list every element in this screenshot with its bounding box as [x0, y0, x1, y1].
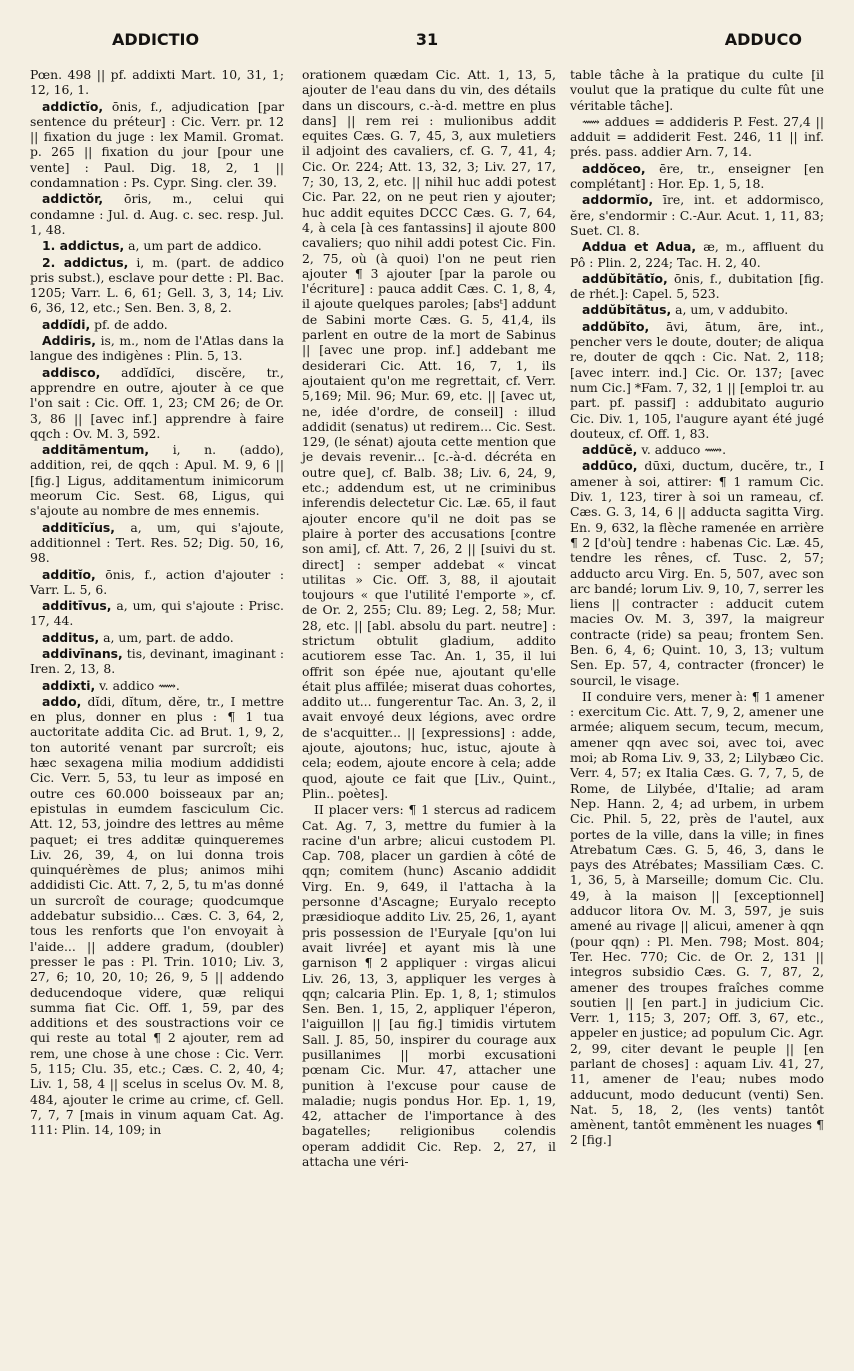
entry-text: v. adduco ⟿. [637, 442, 727, 458]
column-3 [570, 67, 824, 1149]
entry-text: II conduire vers, mener à: ¶ 1 amener : exercitum Cic. Att. 7, 9, 2, amener une armée; aliquem secum, tecum, mecum, amener qqn avec soi, avec toi, avec moi; ab Roma Liv. 9, 33, 2; Lilybæo Cic. Verr. 4, 57; ex Italia Cæs. G. 7, 7, 5, de Rome, de Lilybée, d'Italie; ad aram Nep. Hann. 2, 4; ad urbem, in urbem Cic. Phil. 5, 22, près de l'autel, aux portes de la ville, dans la ville; in fines Atrebatum Cæs. G. 5, 46, 3, dans le pays des Atrébates; Massiliam Cæs. C. 1, 36, 5, à Marseille; domum Cic. Clu. 49, à la maison || [exceptionnel] adducor litora Ov. M. 3, 597, je suis amené au rivage || alicui, amener à qqn (pour qqn) : Pl. Men. 798; Most. 804; Ter. Hec. 770; Cic. de Or. 2, 131 || integros subsidio Cæs. G. 7, 87, 2, amener des troupes fraîches comme soutien || [en part.] in judicium Cic. Verr. 1, 115; 3, 207; Off. 3, 67, etc., appeler en justice; ad populum Cic. Agr. 2, 99, citer devant le peuple || [en parlant de choses] : aquam Liv. 41, 27, 11, amener de l'eau; nubes modo adducunt, modo deducunt (venti) Sen. Nat. 5, 18, 2, (les vents) tantôt amènent, tantôt emmènent les nuages ¶ 2 [fig.] [570, 688, 824, 1148]
entry-text: II placer vers: ¶ 1 stercus ad radicem Cat. Ag. 7, 3, mettre du fumier à la racine d'un arbre; alicui custodem Pl. Cap. 708, placer un gardien à côté de qqn; comitem (hunc) Ascanio addidit Virg. En. 9, 649, il l'attacha à la personne d'Ascagne; Euryalo recepto præsidioque addito Liv. 25, 26, 1, ayant pris possession de l'Euryale [qu'on lui avait livrée] et ayant mis là une garnison ¶ 2 appliquer : virgas alicui Liv. 26, 13, 3, appliquer les verges à qqn; calcaria Plin. Ep. 1, 8, 1; stimulos Sen. Ben. 1, 15, 2, appliquer l'éperon, l'aiguillon || [au fig.] timidis virtutem Sall. J. 85, 50, inspirer du courage aux pusillanimes || morbi excusationi pœnam Cic. Mur. 47, attacher une punition à l'excuse pour cause de maladie; nugis pondus Hor. Ep. 1, 19, 42, attacher de l'importance à des bagatelles; religionibus colendis operam addidit Cic. Rep. 2, 27, il attacha une véri- [302, 802, 556, 1170]
entry-text: āvi, ātum, āre, int., pencher vers le doute, douter; de aliqua re, douter de qqch : Cic. Nat. 2, 118; [avec interr. ind.] Cic. Or. 137; [avec num Cic.] *Fam. 7, 32, 1 || [emploi tr. au part. pf. passif] : addubitato augurio Cic. Div. 1, 105, l'augure ayant été jugé douteux, cf. Off. 1, 83. [570, 318, 824, 441]
entry-text: ōris, m., celui qui condamne : Jul. d. Aug. c. sec. resp. Jul. 1, 48. [30, 191, 284, 237]
entry-text: a, um, part. de addo. [99, 629, 234, 645]
entry-headword: addisco, [42, 364, 101, 380]
entry-headword: additāmentum, [42, 442, 150, 458]
dictionary-entry [30, 317, 284, 332]
entry-text: Pœn. 498 || pf. addixti Mart. 10, 31, 1; 12, 16, 1. [30, 67, 284, 98]
entry-headword: addĭdi, [42, 316, 91, 332]
entry-headword: addŏceo, [582, 160, 646, 176]
entry-text: i, n. (addo), addition, rei, de qqch : Apul. M. 9, 6 || [fig.] Ligus, additamentum inimicorum meorum Cic. Sest. 68, Ligus, qui s'ajoute au nombre de mes ennemis. [30, 442, 284, 519]
entry-headword: addormĭo, [582, 192, 654, 208]
column-1 [30, 67, 284, 1138]
entry-headword: addūcĕ, [582, 442, 638, 458]
entry-headword: addŭbĭtātus, [582, 302, 672, 318]
dictionary-entry [302, 802, 556, 1169]
dictionary-entry [570, 67, 824, 113]
dictionary-entry [30, 442, 284, 518]
entry-text: table tâche à la pratique du culte [il voulut que la pratique du culte fût une véritable tâche]. [570, 67, 824, 113]
entry-text: ōnis, f., action d'ajouter : Varr. L. 5, 6. [30, 566, 284, 597]
dictionary-entry [30, 255, 284, 316]
entry-text: ⟿ addues = addideris P. Fest. 27,4 || adduit = addiderit Fest. 246, 11 || inf. prés. pass. addier Arn. 7, 14. [570, 113, 824, 160]
entry-text: a, um, qui s'ajoute, additionnel : Tert. Res. 52; Dig. 50, 16, 98. [30, 519, 284, 566]
entry-headword: 1. addictus, [42, 238, 125, 254]
entry-headword: addivīnans, [42, 645, 123, 661]
entry-headword: addictŏr, [42, 191, 104, 207]
entry-text: a, um, qui s'ajoute : Prisc. 17, 44. [30, 598, 284, 629]
dictionary-entry [570, 192, 824, 238]
entry-headword: addŭbĭtātĭo, [582, 270, 668, 286]
entry-headword: addūco, [582, 458, 638, 474]
dictionary-entry [570, 302, 824, 317]
dictionary-entry [30, 598, 284, 629]
entry-headword: addŭbĭto, [582, 318, 650, 334]
entry-headword: addixti, [42, 677, 96, 693]
entry-text: æ, m., affluent du Pô : Plin. 2, 224; Tac. H. 2, 40. [570, 239, 824, 270]
dictionary-entry [30, 694, 284, 1138]
entry-headword: 2. addictus, [42, 254, 129, 270]
page-number: 31 [415, 30, 439, 49]
dictionary-entry [570, 271, 824, 302]
entry-text: v. addico ⟿. [95, 677, 180, 693]
entry-text: tis, devinant, imaginant : Iren. 2, 13, 8. [30, 645, 284, 677]
entry-headword: Addua et Adua, [582, 239, 697, 255]
dictionary-entry [30, 678, 284, 693]
dictionary-entry [570, 319, 824, 441]
entry-text: īre, int. et addormisco, ĕre, s'endormir : C.-Aur. Acut. 1, 11, 83; Suet. Cl. 8. [570, 192, 824, 238]
entry-headword: additīvus, [42, 598, 112, 614]
entry-text: dĭdi, dĭtum, dĕre, tr., I mettre en plus, donner en plus : ¶ 1 tua auctoritate addita Cic. ad Brut. 1, 9, 2, ton autorité venant par surcroît; eis hæc sexagena milia modium addidisti Cic. Verr. 5, 53, tu leur as imposé en outre ces 60.000 boisseaux par an; epistulas in eumdem fasciculum Cic. Att. 12, 53, joindre des lettres au même paquet; ei tres additæ quinqueremes Liv. 26, 39, 4, on lui donna trois quinquérèmes de plus; animos mihi addidisti Cic. Att. 7, 2, 5, tu m'as donné un surcroît de courage; quodcumque addebatur subsidio... Cæs. C. 3, 64, 2, tous les renforts que l'on envoyait à l'aide... || addere gradum, (doubler) presser le pas : Pl. Trin. 1010; Liv. 3, 27, 6; 10, 20, 10; 26, 9, 5 || addendo deducendoque videre, quæ reliqui summa fiat Cic. Off. 1, 59, par des additions et des soustractions voir ce qui reste au total ¶ 2 ajouter, rem ad rem, une chose à une chose : Cic. Verr. 5, 115; Clu. 35, etc.; Cæs. C. 2, 40, 4; Liv. 1, 58, 4 || scelus in scelus Ov. M. 8, 484, ajouter le crime au crime, cf. Gell. 7, 7, 7 [mais in vinum aquam Cat. Ag. 111: Plin. 14, 109; in [30, 693, 284, 1138]
entry-text: pf. de addo. [90, 316, 168, 332]
entry-text: orationem quædam Cic. Att. 1, 13, 5, ajouter de l'eau dans du vin, des détails dans un discours, c.-à-d. mettre en plus dans] || rem rei : mulionibus addit equites Cæs. G. 7, 45, 3, aux muletiers il adjoint des cavaliers, cf. G. 7, 41, 4; Cic. Or. 224; Att. 13, 32, 3; Liv. 27, 17, 7; 30, 13, 2, etc. || nihil huc addi potest Cic. Par. 22, on ne peut rien y ajouter; huc addit equites DCCC Cæs. G. 7, 64, 4, à cela [à ces fantassins] il ajoute 800 cavaliers; quo nihil addi potest Cic. Fin. 2, 75, où (à quoi) l'on ne peut rien ajouter ¶ 3 ajouter [par la parole ou l'écriture] : pauca addit Cæs. C. 1, 8, 4, il ajoute quelques paroles; [absᵗ] addunt de Sabini morte Cæs. G. 5, 41,4, ils parlent en outre de la mort de Sabinus || [avec une prop. inf.] addebant me desiderari Cic. Att. 16, 7, 1, ils ajoutaient qu'on me regrettait, cf. Verr. 5,169; Mil. 96; Mur. 69, etc. || [avec ut, ne, idée d'ordre, de conseil] : illud addidit (senatus) ut redirem... Cic. Sest. 129, (le sénat) ajouta cette mention que je devais revenir... [c.-à-d. décréta en outre que], cf. Balb. 38; Liv. 6, 24, 9, etc.; addendum est, ut ne criminibus inferendis delectetur Cic. Læ. 65, il faut ajouter encore qu'il ne doit pas se plaire à porter des accusations [contre son ami], cf. Att. 7, 26, 2 || [suivi du st. direct] : semper addebat « vincat utilitas » Cic. Off. 3, 88, il ajoutait toujours « que l'utilité l'emporte », cf. de Or. 2, 255; Clu. 89; Leg. 2, 58; Mur. 28, etc. || [abl. absolu du part. neutre] : strictum obtulit gladium, addito acutiorem esse Tac. An. 1, 35, il lui offrit son épée nue, ajoutant qu'elle était plus affilée; miserat duas cohortes, addito ut... fungerentur Tac. An. 3, 2, il avait envoyé deux légions, avec ordre de s'acquitter... || [expressions] : adde, ajoute, ajoutons; huc, istuc, ajoute à cela; eodem, ajoute encore à cela; adde quod, ajoute ce fait que [Liv., Quint., Plin.. poètes]. [302, 67, 556, 801]
entry-text: is, m., nom de l'Atlas dans la langue des indigènes : Plin. 5, 13. [30, 333, 284, 364]
entry-text: a, um, v addubito. [671, 302, 789, 318]
entry-headword: Addiris, [42, 333, 97, 349]
dictionary-entry [30, 333, 284, 364]
dictionary-entry [30, 67, 284, 98]
entry-headword: addictĭo, [42, 98, 104, 114]
dictionary-entry [570, 442, 824, 457]
dictionary-entry [570, 689, 824, 1148]
dictionary-entry [30, 646, 284, 677]
running-header [0, 30, 854, 56]
header-right-headword: ADDUCO [724, 30, 802, 49]
dictionary-entry [302, 67, 556, 801]
dictionary-entry [30, 99, 284, 191]
dictionary-entry [570, 114, 824, 160]
entry-text: ōnis, f., dubitation [fig. de rhét.]: Capel. 5, 523. [570, 270, 824, 302]
entry-text: i, m. (part. de addico pris subst.), esclave pour dette : Pl. Bac. 1205; Varr. L. 6, 61; Gell. 3, 3, 14; Liv. 6, 36, 12, etc.; Sen. Ben. 3, 8, 2. [30, 254, 285, 316]
dictionary-entry [30, 567, 284, 598]
entry-text: addĭdĭci, discĕre, tr., apprendre en outre, ajouter à ce que l'on sait : Cic. Off. 1, 23; CM 26; de Or. 3, 86 || [avec inf.] apprendre à faire qqch : Ov. M. 3, 592. [30, 364, 284, 441]
column-2 [302, 67, 556, 1170]
entry-text: a, um part de addico. [124, 238, 262, 254]
dictionary-entry [30, 365, 284, 441]
dictionary-entry [30, 520, 284, 566]
dictionary-entry [570, 239, 824, 270]
dictionary-entry [30, 191, 284, 237]
dictionary-entry [570, 458, 824, 687]
entry-headword: additīcĭus, [42, 519, 116, 535]
header-left-headword: ADDICTIO [112, 30, 200, 49]
entry-text: ōnis, f., adjudication [par sentence du préteur] : Cic. Verr. pr. 12 || fixation du juge : lex Mamil. Gromat. p. 265 || fixation du jour [pour une vente] : Paul. Dig. 18, 2, 1 || condamnation : Ps. Cypr. Sing. cler. 39. [30, 98, 284, 191]
entry-text: ēre, tr., enseigner [en complétant] : Hor. Ep. 1, 5, 18. [570, 160, 824, 192]
dictionary-entry [570, 161, 824, 192]
entry-headword: addo, [42, 693, 82, 709]
dictionary-entry [30, 238, 284, 253]
entry-headword: additus, [42, 629, 100, 645]
dictionary-entry [30, 630, 284, 645]
entry-text: dūxi, ductum, ducĕre, tr., I amener à soi, attirer: ¶ 1 ramum Cic. Div. 1, 123, tirer à soi un rameau, cf. Cæs. G. 3, 14, 6 || adducta sagitta Virg. En. 9, 632, la flèche ramenée en arrière ¶ 2 [d'où] tendre : habenas Cic. Læ. 45, tendre les rênes, cf. Tusc. 2, 57; adducto arcu Virg. En. 5, 507, avec son arc bandé; lorum Liv. 9, 10, 7, serrer les liens || contracter : adducit cutem macies Ov. M. 3, 397, la maigreur contracte (ride) sa peau; frontem Sen. Ben. 6, 4, 6; Quint. 10, 3, 13; vultum Sen. Ep. 57, 4, contracter (froncer) le sourcil, le visage. [570, 458, 824, 688]
entry-headword: additĭo, [42, 566, 96, 582]
